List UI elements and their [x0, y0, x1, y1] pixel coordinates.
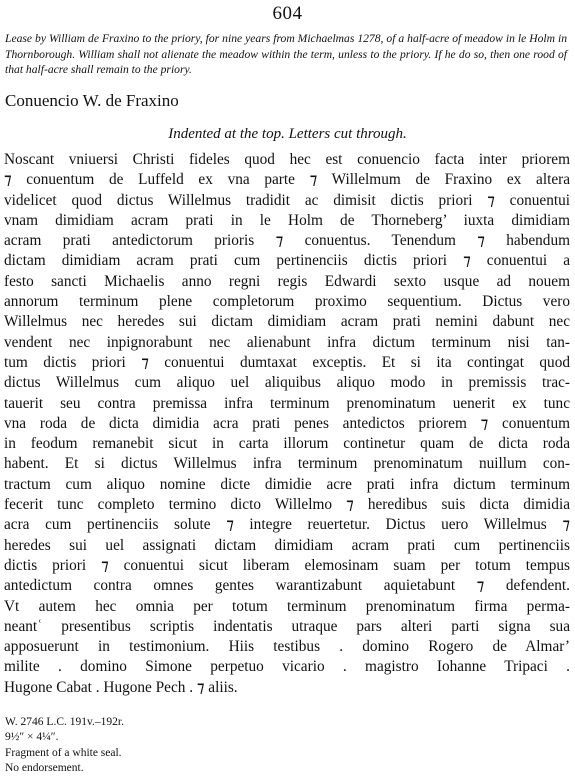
text-line: vendent nec inpignorabunt nec alienabunt infra dictum terminum nisi tan- — [4, 333, 570, 351]
seal-note: Fragment of a white seal. — [5, 746, 122, 759]
text-line: fecerit tunc completo termino dicto Willelmo ⁊ heredibus suis dicta dimidia — [4, 496, 570, 514]
charter-text — [4, 150, 570, 698]
text-line: videlicet quod dictus Willelmus tradidit ac dimisit dictis priori ⁊ conuentui — [4, 191, 570, 209]
text-line: milite . domino Simone perpetuo vicario . magistro Iohanne Tripaci . — [4, 658, 570, 676]
reference-note: W. 2746 L.C. 191v.–192r. — [5, 716, 124, 728]
text-line: antedictum contra omnes gentes warantizabunt aquietabunt ⁊ defendent. — [4, 577, 570, 595]
text-line: acram prati antedictorum prioris ⁊ conuentus. Tenendum ⁊ habendum — [4, 232, 570, 250]
endorsement-note: No endorsement. — [5, 761, 84, 774]
text-line: neantʿ presentibus scriptis indentatis utraque pars alteri parti signa sua — [4, 617, 570, 635]
text-line: dictis priori ⁊ conuentui sicut liberam elemosinam suam per totum tempus — [4, 556, 570, 574]
text-line: ⁊ conuentum de Luffeld ex vna parte ⁊ Willelmum de Fraxino ex altera — [4, 171, 570, 189]
text-line: habent. Et si dictus Willelmus infra terminum prenominatum nuillum con- — [4, 455, 570, 473]
text-line: Vt autem hec omnia per totum terminum prenominatum firma perma- — [4, 597, 570, 615]
indentation-note: Indented at the top. Letters cut through. — [168, 126, 407, 142]
text-line: vnam dimidiam acram prati in le Holm de Thorneberg’ iuxta dimidiam — [4, 211, 570, 229]
charter-summary: Lease by William de Fraxino to the priory, for nine years from Michaelmas 1278, of a half-acre of meadow in le Holm in Thornborough. William shall not alienate the meadow within the term, unless to the priory. If he do so, then one rood of that half-acre shall remain to the priory. — [5, 32, 567, 76]
text-line: heredes sui uel assignati dictam dimidiam acram prati cum pertinenciis — [4, 536, 570, 554]
text-line: Noscant vniuersi Christi fideles quod hec est conuencio facta inter priorem — [4, 151, 570, 168]
text-line: dictam dimidiam acram prati cum pertinenciis dictis priori ⁊ conuentui a — [4, 252, 570, 270]
text-line: dictus Willelmus cum aliquo uel aliquibus aliquo modo in premissis trac- — [4, 374, 570, 392]
charter-heading: Conuencio W. de Fraxino — [5, 91, 179, 110]
page-number: 604 — [272, 3, 303, 24]
dimensions-note: 9½″ × 4¼″. — [5, 731, 59, 744]
archival-notes — [5, 715, 305, 776]
text-line: acra cum pertinenciis solute ⁊ integre reuertetur. Dictus uero Willelmus ⁊ — [4, 516, 570, 534]
text-line: apposuerunt in testimonium. Hiis testibus . domino Rogero de Almar’ — [4, 638, 570, 656]
text-line: tauerit seu contra premissa infra terminum prenominatum uenerit ex tunc — [4, 394, 570, 412]
text-line: festo sancti Michaelis anno regni regis Edwardi sexto usque ad nouem — [4, 272, 570, 290]
text-line: tum dictis priori ⁊ conuentui dumtaxat exceptis. Et si ita contingat quod — [4, 353, 570, 371]
text-line: vna roda de dicta dimidia acra prati penes antedictos priorem ⁊ conuentum — [4, 414, 570, 432]
text-line: Willelmus nec heredes sui dictam dimidiam acram prati nemini dabunt nec — [4, 313, 570, 331]
text-line: in feodum remanebit sicut in carta illorum continetur quam de dicta roda — [4, 435, 570, 453]
text-line: annorum terminum plene completorum proximo sequentium. Dictus vero — [4, 293, 570, 311]
text-line: Hugone Cabat . Hugone Pech . ⁊ aliis. — [4, 678, 238, 696]
text-line: tractum cum aliquo nomine dicte dimidie acre prati infra dictum terminum — [4, 475, 570, 493]
